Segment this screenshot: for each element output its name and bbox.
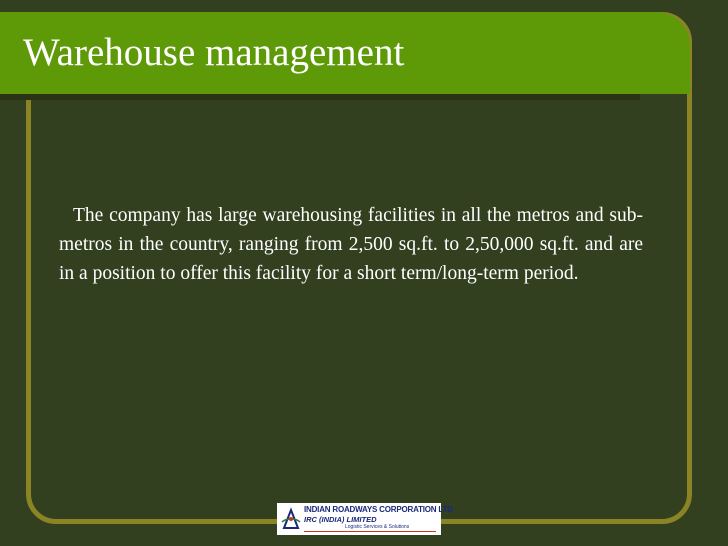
- title-underline: [0, 94, 640, 100]
- slide-body-text: The company has large warehousing facilities in all the metros and sub-metros in the country, ranging from 2,500 sq.ft. to 2,50,000 sq.ft. and are in a position to offer this facility for a short term/long-term period.: [59, 205, 643, 284]
- logo-tagline: Logistic Services & Solutions: [345, 524, 410, 530]
- slide-title: Warehouse management: [23, 31, 405, 74]
- logo-rule: [304, 531, 436, 532]
- logo-subsidiary: IRC (INDIA) LIMITED: [304, 515, 377, 524]
- logo-company-name: INDIAN ROADWAYS CORPORATION LTD: [304, 505, 453, 514]
- company-logo: [277, 503, 453, 535]
- logo-emblem-icon: [280, 506, 302, 532]
